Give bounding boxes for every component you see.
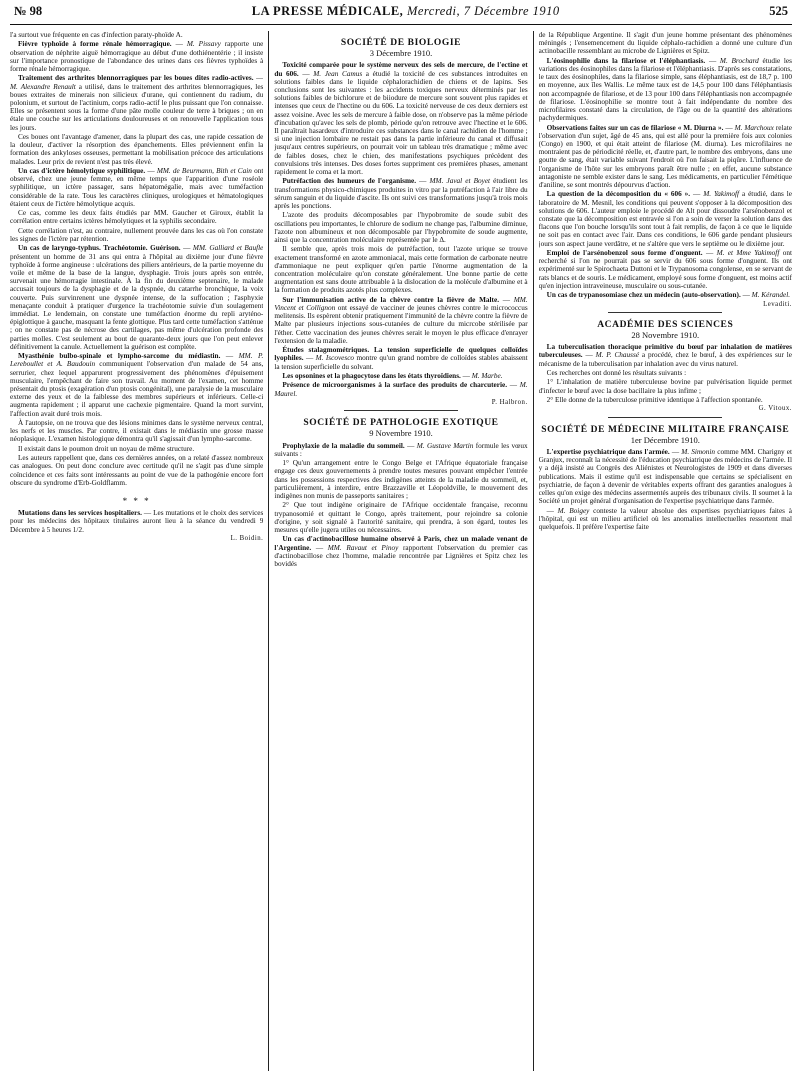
- section-title: ACADÉMIE DES SCIENCES: [597, 319, 734, 330]
- column-3: [539, 31, 792, 1071]
- paragraph: Il existait dans le poumon droit un noyau de même structure.: [18, 444, 195, 453]
- article: — M. Boigey conteste la valeur absolue des expertises psychiatriques faites à l'hôpital, qui est un milieu artificiel où les anomalies intellectuelles ressortent mal quelquefois. Il préfère l'expertise faite: [538, 506, 792, 532]
- columns: [10, 31, 792, 1071]
- article: Présence de microorganismes à la surface des produits de charcuterie. — M. Maurel.: [274, 381, 528, 398]
- article: Traitement des arthrites blennorragiques par les boues dites radio-actives. — M. Alexandre Renault a utilisé, dans le traitement des arthrites blennorragiques, les boues extraites de minerais non silicieux d'urane, qui contiennent du radium, du polonium, et surtout de l'actinium, corps radio-actif le plus puissant que l'on connaisse. Elles se présentent sous la forme d'une pâte molle couleur de terre à briques ; on en étale une couche sur les articulations douloureuses et on renouvelle l'application tous les jours.: [10, 74, 264, 132]
- paragraph: Ces recherches ont donné les résultats suivants :: [546, 369, 687, 378]
- section-title: SOCIÉTÉ DE MÉDECINE MILITAIRE FRANÇAISE: [541, 424, 790, 435]
- article: Fièvre typhoïde à forme rénale hémorragique. — M. Pissavy rapporte une observation de néphrite aiguë hémorragique au début d'une dothiénentérie ; il insiste sur l'importance pronostique de l'abondance des urines dans ces fièvres typhoïdes à forme rénale hémorragique.: [10, 40, 264, 73]
- article: Un cas de trypanosomiase chez un médecin (auto-observation). — M. Kérandel.: [546, 291, 791, 300]
- paragraph: de la République Argentine. Il s'agit d'un jeune homme présentant des phénomènes méningés ; l'ensemencement du liquide céphalo-rachidien a donné une culture d'un actinobacille ressemblant au microbe de Lignières et Spitz.: [538, 31, 792, 56]
- paragraph: À l'autopsie, on ne trouva que des lésions minimes dans le système nerveux central, les nerfs et les muscles. Par contre, il existait dans le médiastin une grosse masse néoplasique. L'examen histologique démontra qu'il s'agissait d'un lympho-sarcome.: [10, 419, 264, 444]
- signature: G. Vitoux.: [758, 405, 792, 413]
- paragraph: 2° Elle donne de la tuberculose primitive identique à l'affection spontanée.: [546, 396, 763, 405]
- paragraph: 1° L'inhalation de matière tuberculeuse bovine par pulvérisation liquide permet d'infecter le bœuf avec la dose bacillaire la plus infime ;: [538, 378, 792, 395]
- article: L'expertise psychiatrique dans l'armée. — M. Simonin comme MM. Charigny et Granjux, reconnaît la nécessité de l'éducation psychiatrique des médecins de l'armée. Il y a déjà insisté au Congrès des Aliénistes et Neurologistes de 1909 et dans diverses publications. Mais il estime qu'il est indispensable que certains se spécialisent en psychiatrie, de façon à devenir de véritables experts offrant des garanties analogues à celles qu'on exige des médecins assermentés auprès des tribunaux civils. Il soumet à la Société un projet général d'organisation de l'expertise psychiatrique dans l'armée.: [538, 448, 792, 506]
- page-number: 525: [769, 4, 788, 18]
- article: Un cas d'ictère hémolytique syphilitique. — MM. de Beurmann, Bith et Cain ont observé, chez une jeune femme, en même temps que l'apparition d'une roséole syphilitique, un ictère passager, sans hépatomégalie, mais avec tuméfaction considérable de la rate. Tous les caractères cliniques, urologiques et hématologiques étaient ceux de l'ictère hémolytique acquis.: [10, 167, 264, 208]
- section-date: 28 Novembre 1910.: [631, 330, 700, 341]
- article: Emploi de l'arsénobenzol sous forme d'onguent. — M. et Mme Yakimoff ont recherché si l'on ne pourrait pas se servir du 606 sous forme d'onguent. Ils ont expérimenté sur le Spirochaeta Duttoni et le Trypanosoma congolense, en se servant de rats blancs et de souris. Le médicament, employé sous forme d'onguent, est moins actif qu'en injection intraveineuse, musculaire ou sous-cutanée.: [538, 249, 792, 290]
- paragraph: Ces boues ont l'avantage d'amener, dans la plupart des cas, une rapide cessation de la douleur, d'activer la résorption des épanchements. Elles préviennent enfin la formation des ankyloses osseuses, permettant la mobilisation précoce des articulations malades. Leur prix de revient n'est pas très élevé.: [10, 133, 264, 166]
- section-title: SOCIÉTÉ DE PATHOLOGIE EXOTIQUE: [303, 418, 499, 429]
- paragraph: Ce cas, comme les deux faits étudiés par MM. Gaucher et Giroux, établit la corrélation entre certains ictères hémolytiques et la syphilis secondaire.: [10, 209, 264, 226]
- article: La question de la décomposition du « 606 ». — M. Yakimoff a étudié, dans le laboratoire de M. Mesnil, les conditions qui peuvent s'opposer à la décomposition des solutions de 606. L'auteur emploie le procédé de Alt pour dissoudre l'arsénobenzol et constate que la décomposition est entravée si l'on a soin de verser la solution dans des flacons que l'on bouche lorsqu'ils sont tout à fait remplis, de façon à ce que le liquide ne soit pas en contact avec l'air. Dans ces conditions, le 606 garde pendant plusieurs jours son aspect jaune verdâtre, et ne s'altère que vers le septième ou le dixième jour.: [538, 190, 792, 248]
- signature: Levaditi.: [763, 300, 792, 308]
- paragraph: Cette corrélation n'est, au contraire, nullement prouvée dans les cas où l'on constate les signes de l'ictère par rétention.: [10, 226, 264, 243]
- article: Les opsonines et la phagocytose dans les états thyroïdiens. — M. Marbe.: [282, 372, 503, 381]
- paragraph: L'azote des produits décomposables par l'hypobromite de soude subit des oscillations peu importantes, le chlorure de sodium ne change pas, l'albumine diminue, l'azote non albumineux et non décomposable par l'hypobromite de soude augmente, ainsi que la concentration moléculaire représentée par le Δ.: [274, 211, 528, 245]
- section-date: 1er Décembre 1910.: [630, 434, 700, 445]
- journal-title: LA PRESSE MÉDICALE, Mercredi, 7 Décembre 1910: [251, 4, 560, 18]
- paragraph: Les auteurs rappellent que, dans ces dernières années, on a relaté d'assez nombreux cas analogues. On peut donc conclure avec certitude qu'il ne s'agit pas d'une simple coïncidence et ces faits sont intéressants au point de vue de la pathogénie encore fort obscure du syndrome d'Erb-Goldflamm.: [10, 454, 264, 487]
- article: Un cas d'actinobacillose humaine observé à Paris, chez un malade venant de l'Argentine. — MM. Ravaut et Pinoy rapportent l'observation du premier cas d'actinobacillose chez l'homme, maladie rencontrée par Lignières et Spitz chez les bovidés: [274, 535, 528, 569]
- paragraph: 2° Que tout indigène originaire de l'Afrique occidentale française, reconnu trypanosomié et quittant le Congo, après traitement, pour rejoindre sa colonie d'origine, y soit signalé à l'autorité sanitaire, qui prendra, à son égard, toutes les mesures qu'elle jugera utiles ou nécessaires.: [274, 501, 528, 535]
- article: Mutations dans les services hospitaliers. — Les mutations et le choix des services pour les médecins des hôpitaux titulaires auront lieu à la séance du vendredi 9 Décembre à 5 heures 1/2.: [10, 509, 264, 534]
- article: Prophylaxie de la maladie du sommeil. — M. Gustave Martin formule les vœux suivants :: [274, 441, 528, 458]
- page-header: [10, 4, 792, 25]
- article: Toxicité comparée pour le système nerveux des sels de mercure, de l'ectine et du 606. — M. Jean Camus a étudié la toxicité de ces substances introduites en solutions faibles dans le liquide céphalorachidien de chiens et de lapins. Ses conclusions sont les suivantes : les accidents toxiques nerveux déterminés par les solutions faibles de bichlorure et de biiodure de mercure sont souvent plus rapides et intenses que ceux de l'hectine ou du 606. La toxicité nerveuse de ces deux derniers est assez voisine. Avec les sels de mercure à faible dose, on n'observe pas la même période d'incubation qu'avec les sels de plomb, période qu'on retrouve avec l'hectine et le 606. Il paraîtrait hasardeux d'introduire ces substances dans le canal rachidien de l'homme ; si une injection lombaire ne restait pas dans la partie inférieure du canal et diffusait jusqu'aux centres supérieurs, on pourrait voir un tableau très dramatique ; même avec de faibles doses, chez le chien, des manifestations psychiques précèdent des convulsions très intenses. Des doses fortes suppriment ces premières phases, amenant rapidement le coma et la mort.: [274, 61, 528, 177]
- section-title: SOCIÉTÉ DE BIOLOGIE: [340, 38, 462, 48]
- article: Études stalagmométriques. La tension superficielle de quelques colloïdes lyophiles. — M. Iscovesco montre qu'un grand nombre de colloïdes stables abaissent la tension superficielle du solvant.: [274, 346, 528, 371]
- section-divider: [344, 410, 458, 411]
- article: Myasthénie bulbo-spinale et lympho-sarcome du médiastin. — MM. P. Lereboullet et A. Baudouin communiquent l'observation d'un malade de 54 ans, serrurier, chez lequel apparurent progressivement des phénomènes d'épuisement musculaire, l'empêchant de faire son travail. Au moment de l'examen, cet homme présentait du ptosis (exagération d'un ptosis congénital), une paralysie de la musculaire externe des yeux et de la faiblesse des membres supérieurs et inférieurs. Celle-ci augmenta rapidement ; il apparut une cachexie pigmentaire. Quand la mort survint, l'affection avait duré trois mois.: [10, 352, 264, 418]
- column-2: [274, 31, 527, 1071]
- article: Putréfaction des humeurs de l'organisme. — MM. Javal et Boyet étudient les transformations physico-chimiques produites in vitro par la putréfaction à l'air libre du sérum sanguin et du liquide d'ascite. Ils ont suivi ces transformations jusqu'à trois mois après les ponctions.: [274, 177, 528, 211]
- section-divider: [608, 417, 722, 418]
- section-divider: [608, 312, 722, 313]
- article: L'éosinophilie dans la filariose et l'éléphantiasis. — M. Brochard étudie les variations des éosinophiles dans la filariose et l'éléphantiasis. D'après ses constatations, le taux des éosinophiles, dans la filariose simple, sans éléphantiasis, est de 18,7 p. 100 en moyenne, aux îles Wallis. Le même taux est de 14,5 pour 100 dans l'éléphantiasis non accompagnée de filariose, et de 13 pour 100 dans l'éléphantiasis non accompagnée de filariose. L'éosinophilie se montre tout à fait indépendante du nombre des microfilaires constaté dans la circulation, de l'âge ou de la quantité des altérations pachydermiques.: [538, 56, 792, 123]
- paragraph: l'a surtout vue fréquente en cas d'infection paraty-phoïde A.: [10, 31, 183, 39]
- section-ornament: * * *: [122, 496, 151, 507]
- paragraph: 1° Qu'un arrangement entre le Congo Belge et l'Afrique équatoriale française engage ces deux gouvernements à prendre toutes mesures pouvant empêcher l'entrée dans les possessions respectives des indigènes atteints de la maladie du sommeil, et, particulièrement, à interdire, entre Brazzaville et Léopoldville, le mouvement des indigènes non munis de passeports sanitaires ;: [274, 459, 528, 501]
- column-divider: [268, 31, 269, 1071]
- signature: P. Halbron.: [491, 399, 528, 407]
- issue-date: Mercredi, 7 Décembre 1910: [406, 4, 560, 18]
- article: Un cas de laryngo-typhus. Trachéotomie. Guérison. — MM. Galliard et Baufle présentent un homme de 31 ans qui entra à l'hôpital au dixième jour d'une fièvre typhoïde à forme angineuse : ulcérations des piliers antérieurs, de la partie moyenne du voile et même de la base de la langue, dysphagie. Trois jours après son entrée, survenait une hémorragie intestinale. À la fin du deuxième septenaire, le malade accusait toujours de la dysphagie et de la dyspnée, du catarrhe bronchique, la voix couverte. Puis survinrenent une dyspnée intense, de la suffocation ; l'asphyxie menaçante conduit à pratiquer d'urgence la trachéotomie suivie d'un soulagement immédiat. Le lendemain, on constate une tuméfaction énorme du repli aryténo-épiglottique à gauche, masquant la fente glottique. Plus tard cette tuméfaction s'atténue ; on ne constate pas de nécrose des cartilages, pas même d'ulcération profonde des parties molles. C'est seulement au bout de quarante-deux jours que l'on peut enlever définitivement la canule. Actuellement la guérison est complète.: [10, 244, 264, 351]
- paragraph: Il semble que, après trois mois de putréfaction, tout l'azote urique se trouve exactement transformé en azote ammoniacal, mais cette formation de carbonate neutre d'ammoniaque ne peut expliquer qu'en partie l'énorme augmentation de la concentration moléculaire qu'on constate généralement. Une bonne partie de cette augmentation est sans doute attribuable à la dislocation de la molécule d'albumine et à la formation de produits azotés plus complexes.: [274, 245, 528, 295]
- article: La tuberculisation thoracique primitive du bœuf par inhalation de matières tuberculeuses. — M. P. Chaussé a procédé, chez le bœuf, à des expériences sur le mécanisme de la tuberculisation par inhalation avec du virus naturel.: [538, 343, 792, 368]
- section-date: 9 Novembre 1910.: [369, 428, 433, 439]
- article: Observations faites sur un cas de filariose « M. Diurna ». — M. Marchoux relate l'observation d'un sujet, âgé de 45 ans, qui est allé pour la première fois aux colonies (Congo) en 1900, et qui était atteint de filariose (M. diurna). Les microfilaires ne montraient pas de périodicité réelle, et, d'autre part, le nombre des embryons, dans une goutte de sang, était variable suivant l'endroit où l'on faisait la piqûre. L'influence de l'organisme de l'hôte sur les embryons paraît être nulle ; en effet, aucune substance antagoniste ne semble exister dans le sang. Les médicaments, en particulier l'émétique d'aniline, se sont montrés dépourvus d'action.: [538, 123, 792, 190]
- article: Sur l'immunisation active de la chèvre contre la fièvre de Malte. — MM. Vincent et Collignon ont essayé de vacciner de jeunes chèvres contre le micrococcus melitensis. Ils espèrent obtenir pratiquement l'immunité de la chèvre contre la fièvre de Malte par plusieurs injections sous-cutanées de culture du micrcobe stérilisée par l'éther. Cette vaccination des jeunes chèvres serait le moyen le plus efficace d'enrayer l'extension de la maladie.: [274, 295, 528, 345]
- issue-number: № 98: [14, 4, 43, 18]
- signature: L. Boidin.: [230, 535, 264, 543]
- column-divider: [533, 31, 534, 1071]
- section-date: 3 Décembre 1910.: [369, 48, 433, 59]
- column-1: [10, 31, 263, 1071]
